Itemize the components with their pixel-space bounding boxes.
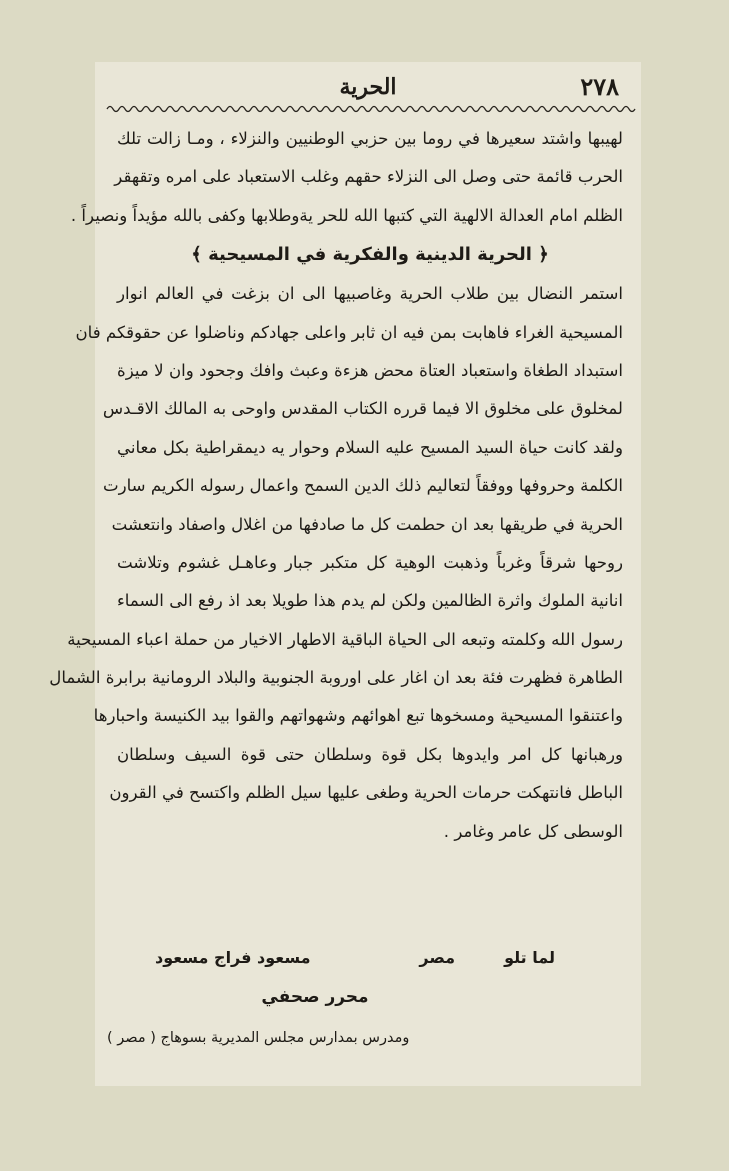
text-line: الوسطى كل عامر وغامر . [443, 821, 623, 841]
page-header [95, 70, 641, 106]
page-number: ٢٧٨ [580, 72, 619, 101]
paragraph-1 [70, 120, 623, 235]
text-line: المسيحية الغراء فاهابت بمن فيه ان ثابر واعلى جهادكم وناضلوا عن حقوقكم فان [75, 322, 623, 342]
signature-country: مصر [419, 948, 455, 967]
author-role: محرر صحفي [261, 987, 369, 1007]
book-page [49, 62, 641, 1086]
text-line: واعتنقوا المسيحية ومسخوها تبع اهوائهم وشهواتهم والقوا بيد الكنيسة واحبارها [93, 706, 623, 726]
signature-place: لما تلو [504, 948, 555, 967]
text-line: لهيبها واشتد سعيرها في روما بين حزبي الوطنيين والنزلاء ، ومـا زالت تلك [117, 129, 623, 148]
text-line: الباطل فانتهكت حرمات الحرية وطغى عليها سيل الظلم واكتسح في القرون [109, 783, 623, 803]
wavy-divider [107, 104, 635, 114]
text-line: انانية الملوك واثرة الظالمين ولكن لم يدم هذا طويلا بعد اذ رفع الى السماء [117, 591, 623, 611]
author-name: مسعود فراج مسعود [155, 948, 311, 967]
text-line: روحها شرقاً وغرباً وذهبت الوهية كل متكبر جبار وعاهـل غشوم وتلاشت [117, 552, 623, 572]
text-line: الحرية في طريقها بعد ان حطمت كل ما صادفها من اغلال واصفاد وانتعشت [111, 514, 623, 534]
paragraph-2 [49, 275, 623, 851]
signature-row [155, 942, 555, 978]
text-line: الكلمة وحروفها ووفقاً لتعاليم ذلك الدين السمح واعمال رسوله الكريم سارت [102, 476, 623, 496]
text-line: لمخلوق على مخلوق الا فيما قرره الكتاب المقدس واوحى به المالك الاقـدس [102, 399, 623, 419]
text-line: استمر النضال بين طلاب الحرية وغاصبيها الى ان بزغت في العالم انوار [117, 284, 623, 304]
running-title: الحرية [339, 74, 397, 100]
text-line: الحرب قائمة حتى وصل الى النزلاء حقهم وغلب الاستعباد على امره وتقهقر [114, 167, 623, 187]
text-line: ورهبانها كل امر وايدوها بكل قوة وسلطان حتى قوة السيف وسلطان [117, 744, 623, 764]
text-line: رسول الله وكلمته وتبعه الى الحياة الباقية الاطهار الاخيار من حملة اعباء المسيحية [67, 629, 623, 649]
text-line: الظلم امام العدالة الالهية التي كتبها الله للحر يةوطلابها وكفى بالله مؤيداً ونصيراً . [70, 205, 623, 225]
text-line: استبداد الطغاة واستعباد العتاة محض هزءة وعبث وافك وجحود وان لا ميزة [117, 360, 623, 380]
section-heading: ﴿ الحرية الدينية والفكرية في المسيحية ﴾ [191, 244, 549, 266]
article-body [49, 120, 623, 851]
text-line: ولقد كانت حياة السيد المسيح عليه السلام وحوار يه ديمقراطية بكل معاني [117, 437, 623, 457]
text-line: الطاهرة فظهرت فئة بعد ان اغار على اوروبة الجنوبية والبلاد الرومانية برابرة الشمال [49, 668, 623, 688]
author-job: ومدرس بمدارس مجلس المديرية بسوهاج ( مصر ) [107, 1030, 410, 1046]
